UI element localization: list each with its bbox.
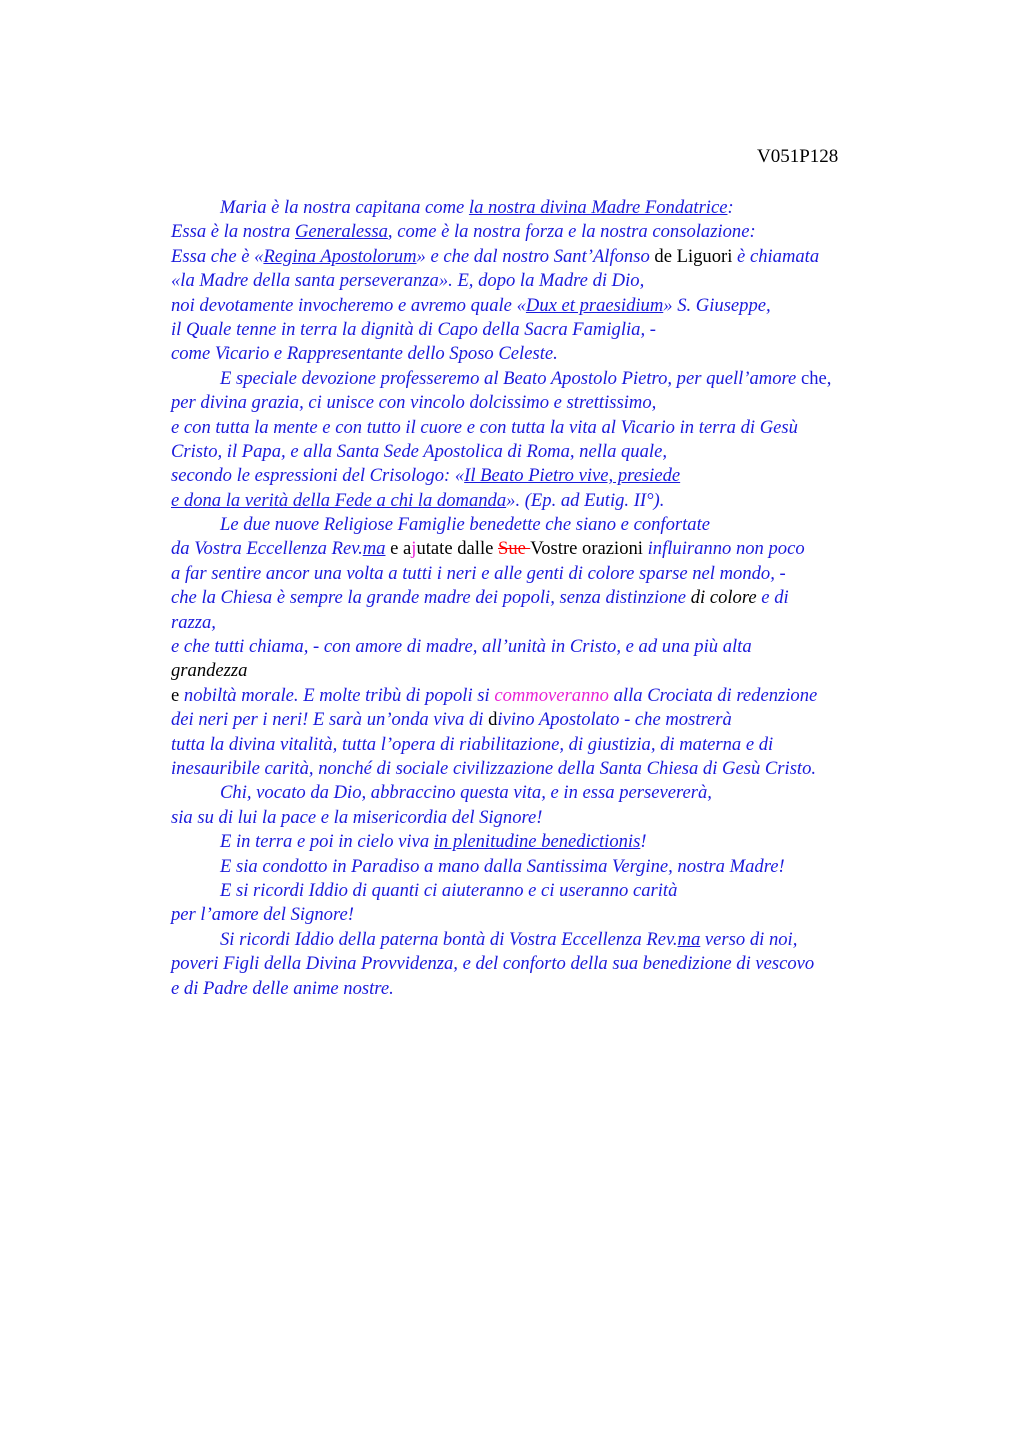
text-line — [171, 830, 931, 854]
text-segment: E sia condotto in Paradiso a mano dalla Santissima Vergine, nostra Madre! — [220, 855, 785, 877]
text-segment: Maria è la nostra capitana come — [220, 197, 469, 218]
text-segment: da Vostra Eccellenza Rev. — [171, 538, 363, 560]
text-segment: e con tutta la mente e con tutto il cuore e con tutta la vita al Vicario in terra di Gesù — [171, 416, 798, 438]
text-line — [171, 781, 931, 805]
text-segment: j — [411, 538, 417, 560]
text-segment: , come è la nostra forza e la nostra consolazione: — [387, 221, 756, 243]
text-line — [171, 342, 931, 366]
text-segment: de Liguori — [654, 245, 733, 267]
text-segment: la nostra divina Madre Fondatrice — [468, 197, 728, 218]
text-segment: nobiltà morale. E molte tribù di popoli si — [179, 684, 495, 706]
text-segment: Il Beato Pietro vive, presiede — [464, 465, 681, 487]
text-segment: per l’amore del Signore! — [171, 904, 354, 926]
text-line — [171, 977, 931, 1001]
text-line — [171, 294, 931, 318]
text-segment: il Quale tenne in terra la dignità di Capo della Sacra Famiglia, - — [171, 318, 656, 340]
text-line — [171, 903, 931, 927]
text-line — [171, 269, 931, 293]
text-segment: razza, — [171, 611, 216, 633]
text-line — [171, 245, 931, 269]
text-line — [171, 586, 931, 610]
text-segment: in plenitudine benedictionis — [433, 831, 641, 853]
text-segment: come Vicario e Rappresentante dello Sposo Celeste. — [171, 343, 558, 365]
text-segment: e che tutti chiama, - con amore di madre, all’unità in Cristo, e ad una più alta — [171, 636, 752, 658]
page-code: V051P128 — [757, 146, 839, 167]
text-segment: e di Padre delle anime nostre. — [171, 977, 394, 999]
text-segment: inesauribile carità, nonché di sociale civilizzazione della Santa Chiesa di Gesù Cristo. — [171, 757, 817, 779]
text-segment: tutta la divina vitalità, tutta l’opera di riabilitazione, di giustizia, di materna e di — [171, 733, 774, 755]
text-line — [171, 855, 931, 879]
text-segment: ». (Ep. ad Eutig. II°). — [506, 489, 665, 511]
text-segment: sia su di lui la pace e la misericordia del Signore! — [171, 806, 543, 828]
text-line — [171, 952, 931, 976]
text-line — [171, 879, 931, 903]
text-segment: di colore — [690, 587, 757, 609]
text-segment: ma — [677, 928, 701, 950]
text-line — [171, 562, 931, 586]
text-line — [171, 416, 931, 440]
text-line — [171, 220, 931, 244]
text-segment: Dux et praesidium — [525, 294, 664, 316]
text-line — [171, 611, 931, 635]
text-segment: e — [171, 684, 180, 706]
text-line — [171, 440, 931, 464]
text-segment: ivino Apostolato - che mostrerà — [497, 709, 732, 731]
text-segment: commoveranno — [494, 684, 609, 706]
text-line — [171, 733, 931, 757]
text-segment: a far sentire ancor una volta a tutti i neri e alle genti di colore sparse nel mondo, - — [171, 562, 786, 584]
text-segment: secondo le espressioni del Crisologo: « — [171, 465, 465, 487]
text-line — [171, 684, 931, 708]
text-segment: dei neri per i neri! E sarà un’onda viva di — [171, 709, 489, 731]
text-segment: alla Crociata di redenzione — [608, 684, 818, 706]
text-segment: E in terra e poi in cielo viva — [220, 831, 434, 853]
text-segment: utate dalle — [416, 538, 499, 560]
text-segment: » e che dal nostro Sant’Alfonso — [416, 245, 655, 267]
text-segment: e di — [756, 587, 789, 609]
text-segment: che, — [800, 367, 832, 389]
text-segment: Generalessa — [294, 221, 388, 243]
text-segment: ma — [362, 538, 386, 560]
text-segment: Le due nuove Religiose Famiglie benedette che siano e confortate — [220, 514, 711, 536]
text-segment: verso di noi, — [700, 928, 798, 950]
text-segment: poveri Figli della Divina Provvidenza, e del conforto della sua benedizione di vescovo — [171, 953, 815, 975]
text-segment: Regina Apostolorum — [263, 245, 417, 267]
text-segment: Si ricordi Iddio della paterna bontà di Vostra Eccellenza Rev. — [220, 928, 678, 950]
text-segment: che la Chiesa è sempre la grande madre dei popoli, senza distinzione — [171, 587, 691, 609]
text-line — [171, 464, 931, 488]
document-body — [171, 196, 931, 1001]
text-segment: Sue — [498, 538, 531, 560]
text-segment: è chiamata — [732, 245, 820, 267]
text-segment: E speciale devozione professeremo al Beato Apostolo Pietro, per quell’amore — [220, 367, 801, 389]
text-segment: E si ricordi Iddio di quanti ci aiuteranno e ci useranno carità — [220, 879, 678, 901]
text-segment: Chi, vocato da Dio, abbraccino questa vita, e in essa persevererà, — [220, 782, 712, 804]
text-segment: Essa che è « — [171, 245, 264, 267]
text-segment: : — [727, 197, 734, 218]
text-segment: e a — [385, 538, 412, 560]
text-line — [171, 196, 931, 220]
text-line — [171, 367, 931, 391]
text-line — [171, 708, 931, 732]
text-segment: e dona la verità della Fede a chi la domanda — [171, 489, 507, 511]
text-segment: per divina grazia, ci unisce con vincolo dolcissimo e strettissimo, — [171, 392, 657, 414]
text-segment: Essa è la nostra — [171, 221, 295, 243]
text-line — [171, 391, 931, 415]
text-segment: Vostre orazioni — [530, 538, 643, 560]
text-segment: d — [488, 709, 498, 731]
text-segment: influiranno non poco — [642, 538, 805, 560]
text-line — [171, 757, 931, 781]
text-segment: ! — [640, 831, 647, 853]
text-segment: «la Madre della santa perseveranza». E, dopo la Madre di Dio, — [171, 270, 645, 292]
text-line — [171, 635, 931, 659]
text-line — [171, 489, 931, 513]
text-line — [171, 806, 931, 830]
text-line — [171, 659, 931, 683]
text-line — [171, 928, 931, 952]
text-segment: noi devotamente invocheremo e avremo quale « — [171, 294, 526, 316]
text-segment: » S. Giuseppe, — [663, 294, 771, 316]
text-line — [171, 318, 931, 342]
text-line — [171, 537, 931, 561]
text-line — [171, 513, 931, 537]
text-segment: grandezza — [171, 660, 248, 682]
text-segment: Cristo, il Papa, e alla Santa Sede Apostolica di Roma, nella quale, — [171, 440, 667, 462]
